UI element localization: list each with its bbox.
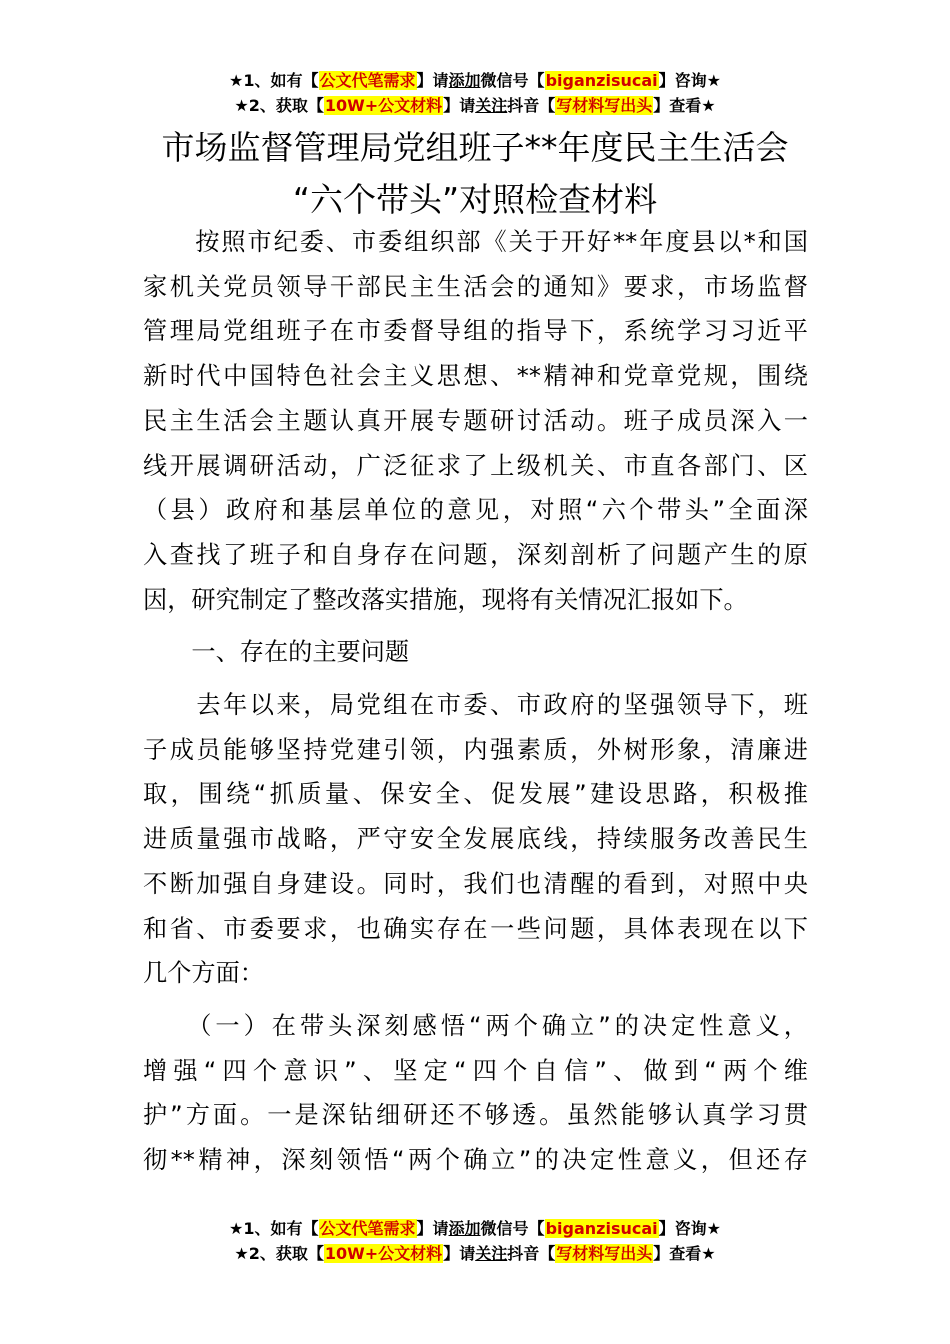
title-line-1: 市场监督管理局党组班子**年度民主生活会 [161, 128, 789, 167]
highlight-wechat-id: biganzisucai [545, 1219, 658, 1238]
banner-line-2: ★2、获取【10W+公文材料】请关注抖音【写材料写出头】查看★ [234, 1244, 716, 1263]
highlight-wechat-id: biganzisucai [545, 71, 658, 90]
banner-line-1: ★1、如有【公文代笔需求】请添加微信号【biganzisucai】咨询★ [229, 1219, 721, 1238]
paragraph-subsection-one: （一）在带头深刻感悟“两个确立”的决定性意义， 增强“四个意识”、坚定“四个自信”、做到“两个维 护”方面。一是深钻细研还不够透。虽然能够认真学习贯 彻**精神，深刻领悟“两个确立”的决定性意义，但还存 [143, 1011, 808, 1175]
highlight-service: 公文代笔需求 [319, 71, 416, 90]
title-line-2: “六个带头”对照检查材料 [292, 180, 658, 219]
highlight-materials: 10W+公文材料 [324, 1244, 443, 1263]
document-body [143, 220, 808, 1183]
section-heading: 一、存在的主要问题 [143, 638, 410, 667]
footer-ad-banner [0, 1216, 950, 1266]
highlight-douyin-account: 写材料写出头 [556, 96, 653, 115]
document-title [0, 122, 950, 226]
highlight-materials: 10W+公文材料 [324, 96, 443, 115]
paragraph-problems-overview: 去年以来，局党组在市委、市政府的坚强领导下，班 子成员能够坚持党建引领，内强素质，外树形象，清廉进 取，围绕“抓质量、保安全、促发展”建设思路，积极推 进质量强市战略，严守安全发展底线，持续服务改善民生 不断加强自身建设。同时，我们也清醒的看到，对照中央 和省、市委要求，也确实存在一些问题，具体表现在以下 几个方面： [143, 691, 808, 988]
highlight-service: 公文代笔需求 [319, 1219, 416, 1238]
highlight-douyin-account: 写材料写出头 [556, 1244, 653, 1263]
banner-line-1: ★1、如有【公文代笔需求】请添加微信号【biganzisucai】咨询★ [229, 71, 721, 90]
paragraph-intro: 按照市纪委、市委组织部《关于开好**年度县以*和国 家机关党员领导干部民主生活会的通知》要求，市场监督 管理局党组班子在市委督导组的指导下，系统学习习近平 新时代中国特色社会主义思想、**精神和党章党规，围绕 民主生活会主题认真开展专题研讨活动。班子成员深入一 线开展调研活动，广泛征求了上级机关、市直各部门、区 （县）政府和基层单位的意见，对照“六个带头”全面深 入查找了班子和自身存在问题，深刻剖析了问题产生的原 因，研究制定了整改落实措施，现将有关情况汇报如下。 [143, 228, 808, 614]
header-ad-banner [0, 68, 950, 118]
banner-line-2: ★2、获取【10W+公文材料】请关注抖音【写材料写出头】查看★ [234, 96, 716, 115]
